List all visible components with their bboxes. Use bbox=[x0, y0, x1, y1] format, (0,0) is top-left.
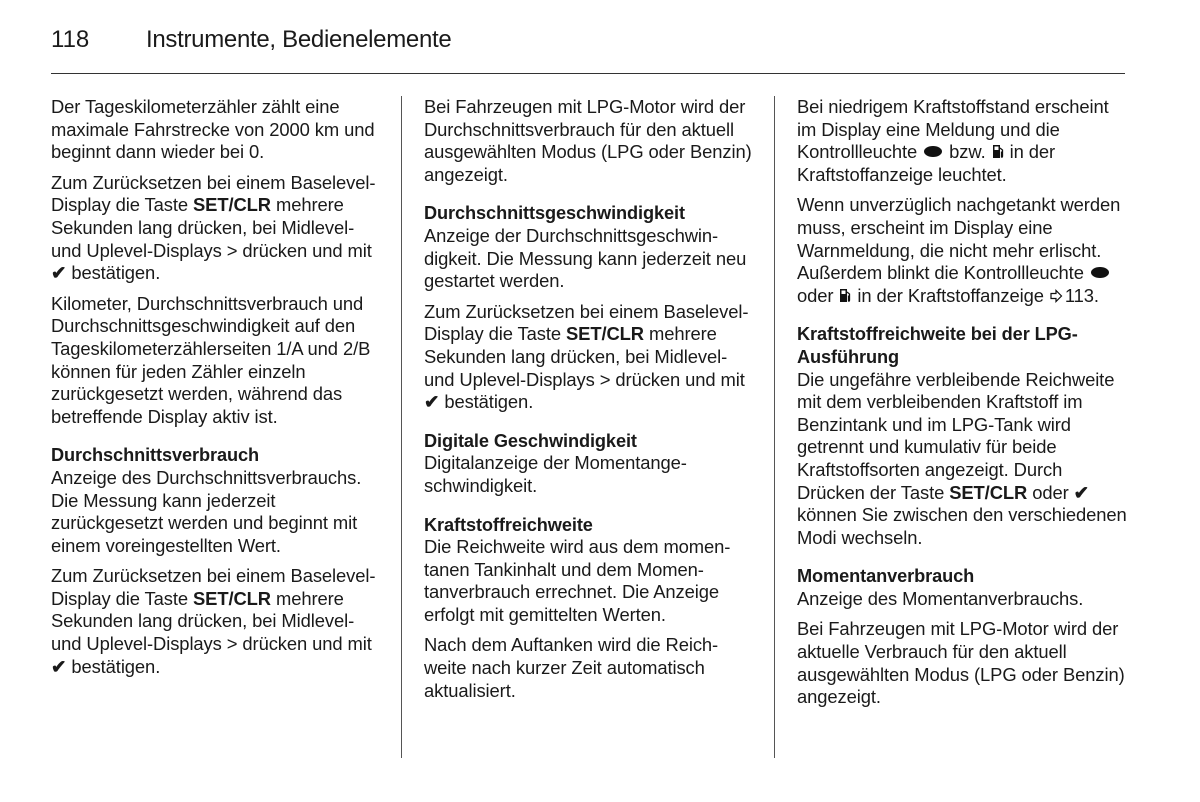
page-number: 118 bbox=[51, 26, 90, 53]
text-run: bestätigen. bbox=[439, 391, 534, 413]
text-run: drücken und mit bbox=[237, 239, 372, 261]
text-run: können Sie zwischen den verschiedenen Modi wechseln. bbox=[797, 504, 1127, 548]
paragraph-low-fuel bbox=[797, 96, 1127, 186]
check-icon: ✔ bbox=[51, 262, 67, 284]
text-run: Zum Zurücksetzen bei einem Baselevel-Display die Taste bbox=[51, 171, 376, 216]
paragraph-trip-max: Der Tageskilometerzähler zählt eine maximale Fahrstrecke von 2000 km und beginnt dann wieder bei 0. bbox=[51, 96, 375, 163]
section-average-consumption bbox=[51, 444, 384, 678]
header-rule bbox=[51, 73, 1125, 74]
section-average-speed bbox=[424, 202, 754, 413]
paragraph-reset-speed bbox=[424, 301, 754, 414]
section-digital-speed bbox=[424, 430, 754, 498]
set-clr-key-label: SET/CLR bbox=[193, 587, 271, 609]
paragraph-refuel-update: Nach dem Auftanken wird die Reichweite nach kurzer Zeit automatisch aktualisiert. bbox=[424, 634, 719, 701]
text-run: mehrere Sekunden lang drücken, bei Midlevel- und Uplevel-Displays bbox=[51, 194, 355, 261]
heading-average-speed: Durchschnittsgeschwindigkeit bbox=[424, 203, 685, 224]
column-2 bbox=[424, 96, 754, 718]
paragraph-refuel-warning bbox=[797, 194, 1127, 307]
page-reference-arrow-icon[interactable] bbox=[1049, 289, 1063, 303]
text-run: mehrere Sekunden lang drücken, bei Midlevel- und Uplevel-Displays bbox=[424, 323, 728, 390]
text-run: Zum Zurücksetzen bei einem Baselevel-Display die Taste bbox=[51, 565, 376, 609]
text-run: bestätigen. bbox=[66, 262, 161, 284]
section-fuel-range bbox=[424, 514, 754, 703]
column-divider-2 bbox=[774, 96, 775, 758]
paragraph-reset-pages: Kilometer, Durchschnittsverbrauch und Durchschnittsgeschwindigkeit auf den Tageskilometerzählerseiten 1/A und 2/B können für jeden Zähler einzeln zurückgesetzt werden, während das betreffende Display aktiv ist. bbox=[51, 292, 371, 427]
text-run: Zum Zurücksetzen bei einem Baselevel-Display die Taste bbox=[424, 300, 749, 345]
paragraph-average-speed: Anzeige der Durchschnittsgeschwindigkeit. Die Messung kann jederzeit neu gestartet werden. bbox=[424, 224, 747, 292]
chevron-right-icon: > bbox=[226, 633, 238, 655]
set-clr-key-label: SET/CLR bbox=[566, 323, 644, 345]
lpg-warning-lamp-icon bbox=[1091, 267, 1109, 278]
paragraph-average-consumption: Anzeige des Durchschnittsverbrauchs. Die Messung kann jederzeit zurückgesetzt werden und beginnt mit einem voreingestellten Wert. bbox=[51, 466, 362, 556]
paragraph-reset-trip bbox=[51, 172, 384, 285]
paragraph-lpg-range bbox=[797, 369, 1127, 550]
paragraph-reset-consumption bbox=[51, 565, 384, 678]
paragraph-lpg-instant: Bei Fahrzeugen mit LPG-Motor wird der aktuelle Verbrauch für den aktuell ausgewählten Modus (LPG oder Benzin) angezeigt. bbox=[797, 618, 1125, 708]
text-run: oder bbox=[1027, 481, 1074, 503]
section-instant-consumption bbox=[797, 565, 1127, 709]
heading-fuel-range: Kraftstoffreichweite bbox=[424, 514, 593, 535]
paragraph-lpg-average: Bei Fahrzeugen mit LPG-Motor wird der Durchschnittsverbrauch für den aktuell ausgewählten Modus (LPG oder Benzin) angezeigt. bbox=[424, 96, 752, 185]
chevron-right-icon: > bbox=[226, 239, 238, 261]
check-icon: ✔ bbox=[1073, 481, 1089, 503]
text-run: drücken und mit bbox=[610, 368, 745, 390]
heading-lpg-range: Kraftstoffreichweite bei der LPG-Ausführung bbox=[797, 324, 1078, 367]
column-divider-1 bbox=[401, 96, 402, 758]
page-reference-link[interactable]: 113 bbox=[1064, 284, 1094, 306]
text-run: bzw. bbox=[944, 141, 991, 163]
fuel-pump-icon bbox=[839, 288, 851, 303]
set-clr-key-label: SET/CLR bbox=[949, 481, 1028, 503]
text-run: mehrere Sekunden lang drücken, bei Midlevel- und Uplevel-Displays bbox=[51, 587, 355, 655]
section-lpg-range bbox=[797, 323, 1127, 549]
column-1 bbox=[51, 96, 384, 694]
heading-average-consumption: Durchschnittsverbrauch bbox=[51, 445, 260, 466]
heading-digital-speed: Digitale Geschwindigkeit bbox=[424, 430, 637, 451]
lpg-warning-lamp-icon bbox=[924, 146, 942, 157]
check-icon: ✔ bbox=[424, 391, 440, 413]
page-title: Instrumente, Bedienelemente bbox=[146, 26, 452, 53]
text-run: Bei niedrigem Kraftstoffstand erscheint im Display eine Meldung und die Kontrollleuchte bbox=[797, 96, 1109, 163]
text-run: Die ungefähre verbleibende Reichweite mit dem verbleibenden Kraftstoff im Benzintank und im LPG-Tank wird getrennt und kumulativ für beide Kraftstoffsorten angezeigt. Durch Drücken der Taste bbox=[797, 368, 1115, 503]
check-icon: ✔ bbox=[51, 655, 67, 677]
heading-instant-consumption: Momentanverbrauch bbox=[797, 566, 975, 587]
text-run: Wenn unverzüglich nachgetankt werden muss, erscheint im Display eine Warnmeldung, die nicht mehr erlischt. Außerdem blinkt die Kontrollleuchte bbox=[797, 194, 1121, 284]
text-run: in der Kraftstoffanzeige bbox=[852, 284, 1049, 306]
text-run: . bbox=[1093, 284, 1099, 306]
paragraph-digital-speed: Digitalanzeige der Momentangeschwindigkeit. bbox=[424, 452, 687, 496]
paragraph-instant-consumption: Anzeige des Momentanverbrauchs. bbox=[797, 587, 1084, 609]
text-run: oder bbox=[797, 284, 839, 306]
paragraph-fuel-range: Die Reichweite wird aus dem momentanen Tankinhalt und dem Momentanverbrauch errechnet. Die Anzeige erfolgt mit gemittelten Werten. bbox=[424, 536, 731, 625]
text-run: in der Kraftstoffanzeige leuchtet. bbox=[797, 141, 1056, 185]
fuel-pump-icon bbox=[992, 144, 1004, 159]
text-run: bestätigen. bbox=[66, 655, 161, 677]
set-clr-key-label: SET/CLR bbox=[193, 194, 271, 216]
column-3 bbox=[797, 96, 1127, 725]
text-run: drücken und mit bbox=[237, 633, 372, 655]
chevron-right-icon: > bbox=[599, 368, 611, 390]
